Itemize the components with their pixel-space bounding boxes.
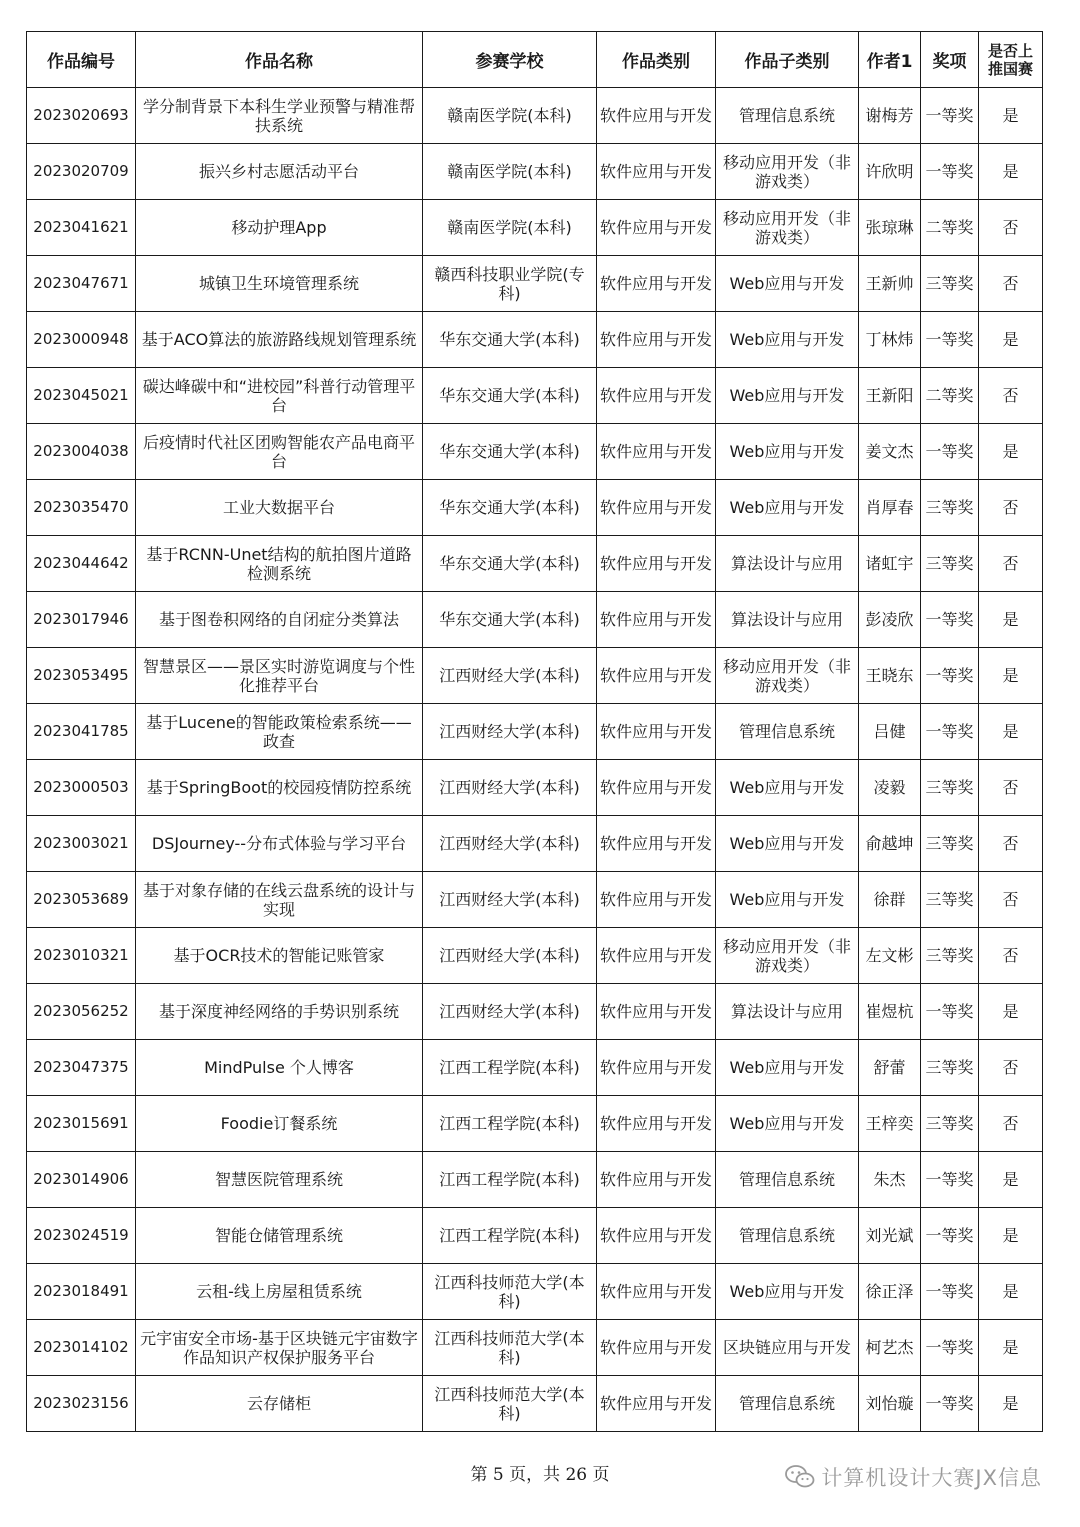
table-row (27, 1208, 1043, 1264)
cell-school: 江西工程学院(本科) (423, 1152, 597, 1208)
cell-author: 王梓奕 (859, 1096, 921, 1152)
cell-school: 江西财经大学(本科) (423, 816, 597, 872)
cell-category: 软件应用与开发 (597, 368, 716, 424)
table-row (27, 144, 1043, 200)
cell-subcategory: Web应用与开发 (716, 256, 859, 312)
cell-award: 一等奖 (921, 1376, 979, 1432)
cell-award: 一等奖 (921, 1152, 979, 1208)
table-row (27, 1264, 1043, 1320)
cell-author: 彭凌欣 (859, 592, 921, 648)
header-title: 作品名称 (136, 32, 423, 88)
cell-award: 一等奖 (921, 648, 979, 704)
cell-national: 否 (979, 480, 1043, 536)
cell-award: 二等奖 (921, 368, 979, 424)
cell-author: 刘怡璇 (859, 1376, 921, 1432)
cell-award: 一等奖 (921, 144, 979, 200)
cell-title: Foodie订餐系统 (136, 1096, 423, 1152)
cell-award: 三等奖 (921, 872, 979, 928)
cell-id: 2023056252 (27, 984, 136, 1040)
header-award: 奖项 (921, 32, 979, 88)
cell-subcategory: Web应用与开发 (716, 368, 859, 424)
cell-national: 否 (979, 1096, 1043, 1152)
cell-category: 软件应用与开发 (597, 88, 716, 144)
cell-school: 华东交通大学(本科) (423, 536, 597, 592)
cell-subcategory: Web应用与开发 (716, 312, 859, 368)
cell-award: 三等奖 (921, 1040, 979, 1096)
cell-author: 姜文杰 (859, 424, 921, 480)
cell-school: 江西财经大学(本科) (423, 704, 597, 760)
cell-id: 2023018491 (27, 1264, 136, 1320)
table-row (27, 312, 1043, 368)
cell-id: 2023010321 (27, 928, 136, 984)
cell-award: 三等奖 (921, 1096, 979, 1152)
cell-category: 软件应用与开发 (597, 424, 716, 480)
cell-title: 基于图卷积网络的自闭症分类算法 (136, 592, 423, 648)
cell-award: 一等奖 (921, 704, 979, 760)
cell-title: 云存储柜 (136, 1376, 423, 1432)
cell-title: 云租-线上房屋租赁系统 (136, 1264, 423, 1320)
cell-award: 一等奖 (921, 424, 979, 480)
cell-award: 一等奖 (921, 312, 979, 368)
cell-subcategory: 移动应用开发（非游戏类） (716, 648, 859, 704)
cell-school: 华东交通大学(本科) (423, 592, 597, 648)
cell-national: 否 (979, 816, 1043, 872)
cell-id: 2023004038 (27, 424, 136, 480)
cell-national: 否 (979, 536, 1043, 592)
cell-id: 2023045021 (27, 368, 136, 424)
table-row (27, 816, 1043, 872)
table-row (27, 592, 1043, 648)
cell-award: 三等奖 (921, 928, 979, 984)
cell-title: 基于深度神经网络的手势识别系统 (136, 984, 423, 1040)
cell-author: 谢梅芳 (859, 88, 921, 144)
table-row (27, 1320, 1043, 1376)
page-number: 第 5 页，共 26 页 (470, 1465, 610, 1485)
cell-id: 2023053689 (27, 872, 136, 928)
cell-author: 凌毅 (859, 760, 921, 816)
cell-award: 一等奖 (921, 1320, 979, 1376)
wechat-icon (785, 1464, 815, 1490)
cell-author: 朱杰 (859, 1152, 921, 1208)
cell-school: 江西财经大学(本科) (423, 984, 597, 1040)
table-row (27, 760, 1043, 816)
table-body (27, 88, 1043, 1432)
cell-id: 2023000503 (27, 760, 136, 816)
cell-category: 软件应用与开发 (597, 1208, 716, 1264)
cell-school: 江西财经大学(本科) (423, 872, 597, 928)
table-row (27, 88, 1043, 144)
cell-author: 左文彬 (859, 928, 921, 984)
cell-award: 二等奖 (921, 200, 979, 256)
cell-national: 是 (979, 984, 1043, 1040)
table-row (27, 872, 1043, 928)
cell-subcategory: 移动应用开发（非游戏类） (716, 928, 859, 984)
cell-category: 软件应用与开发 (597, 816, 716, 872)
cell-national: 否 (979, 1040, 1043, 1096)
cell-title: 移动护理App (136, 200, 423, 256)
table-row (27, 648, 1043, 704)
table-row (27, 200, 1043, 256)
cell-award: 一等奖 (921, 984, 979, 1040)
cell-award: 三等奖 (921, 536, 979, 592)
cell-author: 徐群 (859, 872, 921, 928)
watermark (785, 1462, 1042, 1492)
cell-category: 软件应用与开发 (597, 1264, 716, 1320)
cell-author: 张琼琳 (859, 200, 921, 256)
table-header-row (27, 32, 1043, 88)
cell-id: 2023020693 (27, 88, 136, 144)
cell-subcategory: Web应用与开发 (716, 424, 859, 480)
header-subcategory: 作品子类别 (716, 32, 859, 88)
cell-id: 2023047671 (27, 256, 136, 312)
cell-title: 振兴乡村志愿活动平台 (136, 144, 423, 200)
cell-author: 柯艺杰 (859, 1320, 921, 1376)
cell-subcategory: Web应用与开发 (716, 1264, 859, 1320)
cell-category: 软件应用与开发 (597, 312, 716, 368)
cell-title: 基于对象存储的在线云盘系统的设计与实现 (136, 872, 423, 928)
table-row (27, 1152, 1043, 1208)
cell-author: 刘光斌 (859, 1208, 921, 1264)
cell-category: 软件应用与开发 (597, 1152, 716, 1208)
cell-national: 是 (979, 1264, 1043, 1320)
cell-author: 徐正泽 (859, 1264, 921, 1320)
cell-id: 2023047375 (27, 1040, 136, 1096)
cell-category: 软件应用与开发 (597, 648, 716, 704)
cell-author: 王晓东 (859, 648, 921, 704)
cell-category: 软件应用与开发 (597, 704, 716, 760)
cell-national: 否 (979, 928, 1043, 984)
cell-author: 许欣明 (859, 144, 921, 200)
cell-award: 三等奖 (921, 480, 979, 536)
cell-author: 崔煜杭 (859, 984, 921, 1040)
cell-category: 软件应用与开发 (597, 480, 716, 536)
cell-title: 智慧景区——景区实时游览调度与个性化推荐平台 (136, 648, 423, 704)
cell-subcategory: Web应用与开发 (716, 760, 859, 816)
cell-school: 赣南医学院(本科) (423, 144, 597, 200)
cell-id: 2023014906 (27, 1152, 136, 1208)
cell-title: 基于SpringBoot的校园疫情防控系统 (136, 760, 423, 816)
cell-title: 碳达峰碳中和“进校园”科普行动管理平台 (136, 368, 423, 424)
cell-national: 是 (979, 1320, 1043, 1376)
table-row (27, 536, 1043, 592)
table-row (27, 424, 1043, 480)
header-category: 作品类别 (597, 32, 716, 88)
header-author: 作者1 (859, 32, 921, 88)
cell-subcategory: 管理信息系统 (716, 88, 859, 144)
cell-author: 王新阳 (859, 368, 921, 424)
cell-title: 智慧医院管理系统 (136, 1152, 423, 1208)
cell-subcategory: Web应用与开发 (716, 1040, 859, 1096)
cell-category: 软件应用与开发 (597, 256, 716, 312)
cell-school: 江西工程学院(本科) (423, 1040, 597, 1096)
cell-title: 后疫情时代社区团购智能农产品电商平台 (136, 424, 423, 480)
table-row (27, 256, 1043, 312)
cell-school: 江西财经大学(本科) (423, 648, 597, 704)
cell-id: 2023035470 (27, 480, 136, 536)
cell-school: 江西工程学院(本科) (423, 1208, 597, 1264)
awards-table (26, 31, 1043, 1432)
cell-subcategory: 管理信息系统 (716, 1208, 859, 1264)
cell-school: 赣南医学院(本科) (423, 88, 597, 144)
cell-title: 城镇卫生环境管理系统 (136, 256, 423, 312)
cell-category: 软件应用与开发 (597, 200, 716, 256)
cell-title: 基于OCR技术的智能记账管家 (136, 928, 423, 984)
cell-national: 是 (979, 592, 1043, 648)
cell-id: 2023020709 (27, 144, 136, 200)
cell-title: MindPulse 个人博客 (136, 1040, 423, 1096)
cell-id: 2023024519 (27, 1208, 136, 1264)
cell-school: 江西工程学院(本科) (423, 1096, 597, 1152)
cell-subcategory: 管理信息系统 (716, 1376, 859, 1432)
cell-national: 是 (979, 144, 1043, 200)
cell-subcategory: 管理信息系统 (716, 704, 859, 760)
header-school: 参赛学校 (423, 32, 597, 88)
cell-title: 基于Lucene的智能政策检索系统——政查 (136, 704, 423, 760)
cell-author: 丁林炜 (859, 312, 921, 368)
cell-category: 软件应用与开发 (597, 928, 716, 984)
table-row (27, 928, 1043, 984)
cell-national: 否 (979, 200, 1043, 256)
cell-school: 华东交通大学(本科) (423, 480, 597, 536)
cell-subcategory: Web应用与开发 (716, 872, 859, 928)
cell-id: 2023041621 (27, 200, 136, 256)
cell-national: 是 (979, 424, 1043, 480)
cell-category: 软件应用与开发 (597, 1376, 716, 1432)
table-row (27, 1040, 1043, 1096)
cell-author: 王新帅 (859, 256, 921, 312)
table-row (27, 1096, 1043, 1152)
cell-subcategory: 移动应用开发（非游戏类） (716, 144, 859, 200)
cell-subcategory: 算法设计与应用 (716, 592, 859, 648)
cell-id: 2023053495 (27, 648, 136, 704)
cell-category: 软件应用与开发 (597, 872, 716, 928)
header-id: 作品编号 (27, 32, 136, 88)
cell-author: 吕健 (859, 704, 921, 760)
cell-award: 一等奖 (921, 592, 979, 648)
cell-national: 否 (979, 872, 1043, 928)
table-row (27, 480, 1043, 536)
cell-title: 元宇宙安全市场-基于区块链元宇宙数字作品知识产权保护服务平台 (136, 1320, 423, 1376)
cell-school: 华东交通大学(本科) (423, 368, 597, 424)
cell-national: 是 (979, 1376, 1043, 1432)
cell-subcategory: 算法设计与应用 (716, 984, 859, 1040)
cell-category: 软件应用与开发 (597, 984, 716, 1040)
cell-id: 2023044642 (27, 536, 136, 592)
cell-subcategory: 管理信息系统 (716, 1152, 859, 1208)
cell-national: 是 (979, 1208, 1043, 1264)
cell-author: 俞越坤 (859, 816, 921, 872)
cell-award: 一等奖 (921, 1208, 979, 1264)
header-national: 是否上推国赛 (979, 32, 1043, 88)
cell-subcategory: 算法设计与应用 (716, 536, 859, 592)
cell-category: 软件应用与开发 (597, 1096, 716, 1152)
table-row (27, 984, 1043, 1040)
cell-school: 江西科技师范大学(本科) (423, 1264, 597, 1320)
cell-category: 软件应用与开发 (597, 1320, 716, 1376)
watermark-text: 计算机设计大赛JX信息 (821, 1466, 1042, 1490)
cell-award: 三等奖 (921, 760, 979, 816)
cell-school: 江西财经大学(本科) (423, 760, 597, 816)
cell-award: 三等奖 (921, 256, 979, 312)
cell-id: 2023014102 (27, 1320, 136, 1376)
cell-award: 一等奖 (921, 88, 979, 144)
cell-school: 赣南医学院(本科) (423, 200, 597, 256)
cell-subcategory: Web应用与开发 (716, 480, 859, 536)
cell-author: 诸虹宇 (859, 536, 921, 592)
cell-national: 是 (979, 648, 1043, 704)
cell-id: 2023000948 (27, 312, 136, 368)
cell-author: 舒蕾 (859, 1040, 921, 1096)
cell-title: 智能仓储管理系统 (136, 1208, 423, 1264)
cell-title: 基于ACO算法的旅游路线规划管理系统 (136, 312, 423, 368)
cell-national: 否 (979, 760, 1043, 816)
cell-subcategory: Web应用与开发 (716, 1096, 859, 1152)
table-row (27, 368, 1043, 424)
cell-author: 肖厚春 (859, 480, 921, 536)
cell-national: 否 (979, 368, 1043, 424)
cell-category: 软件应用与开发 (597, 1040, 716, 1096)
cell-title: DSJourney--分布式体验与学习平台 (136, 816, 423, 872)
cell-subcategory: 区块链应用与开发 (716, 1320, 859, 1376)
cell-award: 三等奖 (921, 816, 979, 872)
cell-school: 江西科技师范大学(本科) (423, 1320, 597, 1376)
cell-id: 2023017946 (27, 592, 136, 648)
cell-id: 2023023156 (27, 1376, 136, 1432)
cell-school: 赣西科技职业学院(专科) (423, 256, 597, 312)
cell-school: 江西科技师范大学(本科) (423, 1376, 597, 1432)
cell-national: 是 (979, 312, 1043, 368)
table-row (27, 1376, 1043, 1432)
cell-category: 软件应用与开发 (597, 592, 716, 648)
cell-subcategory: Web应用与开发 (716, 816, 859, 872)
cell-id: 2023003021 (27, 816, 136, 872)
cell-national: 是 (979, 704, 1043, 760)
cell-national: 是 (979, 88, 1043, 144)
cell-school: 华东交通大学(本科) (423, 312, 597, 368)
cell-id: 2023015691 (27, 1096, 136, 1152)
cell-category: 软件应用与开发 (597, 536, 716, 592)
cell-id: 2023041785 (27, 704, 136, 760)
cell-award: 一等奖 (921, 1264, 979, 1320)
cell-school: 江西财经大学(本科) (423, 928, 597, 984)
cell-category: 软件应用与开发 (597, 144, 716, 200)
cell-school: 华东交通大学(本科) (423, 424, 597, 480)
cell-category: 软件应用与开发 (597, 760, 716, 816)
cell-national: 是 (979, 1152, 1043, 1208)
cell-subcategory: 移动应用开发（非游戏类） (716, 200, 859, 256)
cell-title: 学分制背景下本科生学业预警与精准帮扶系统 (136, 88, 423, 144)
table-row (27, 704, 1043, 760)
cell-title: 工业大数据平台 (136, 480, 423, 536)
cell-national: 否 (979, 256, 1043, 312)
cell-title: 基于RCNN-Unet结构的航拍图片道路检测系统 (136, 536, 423, 592)
